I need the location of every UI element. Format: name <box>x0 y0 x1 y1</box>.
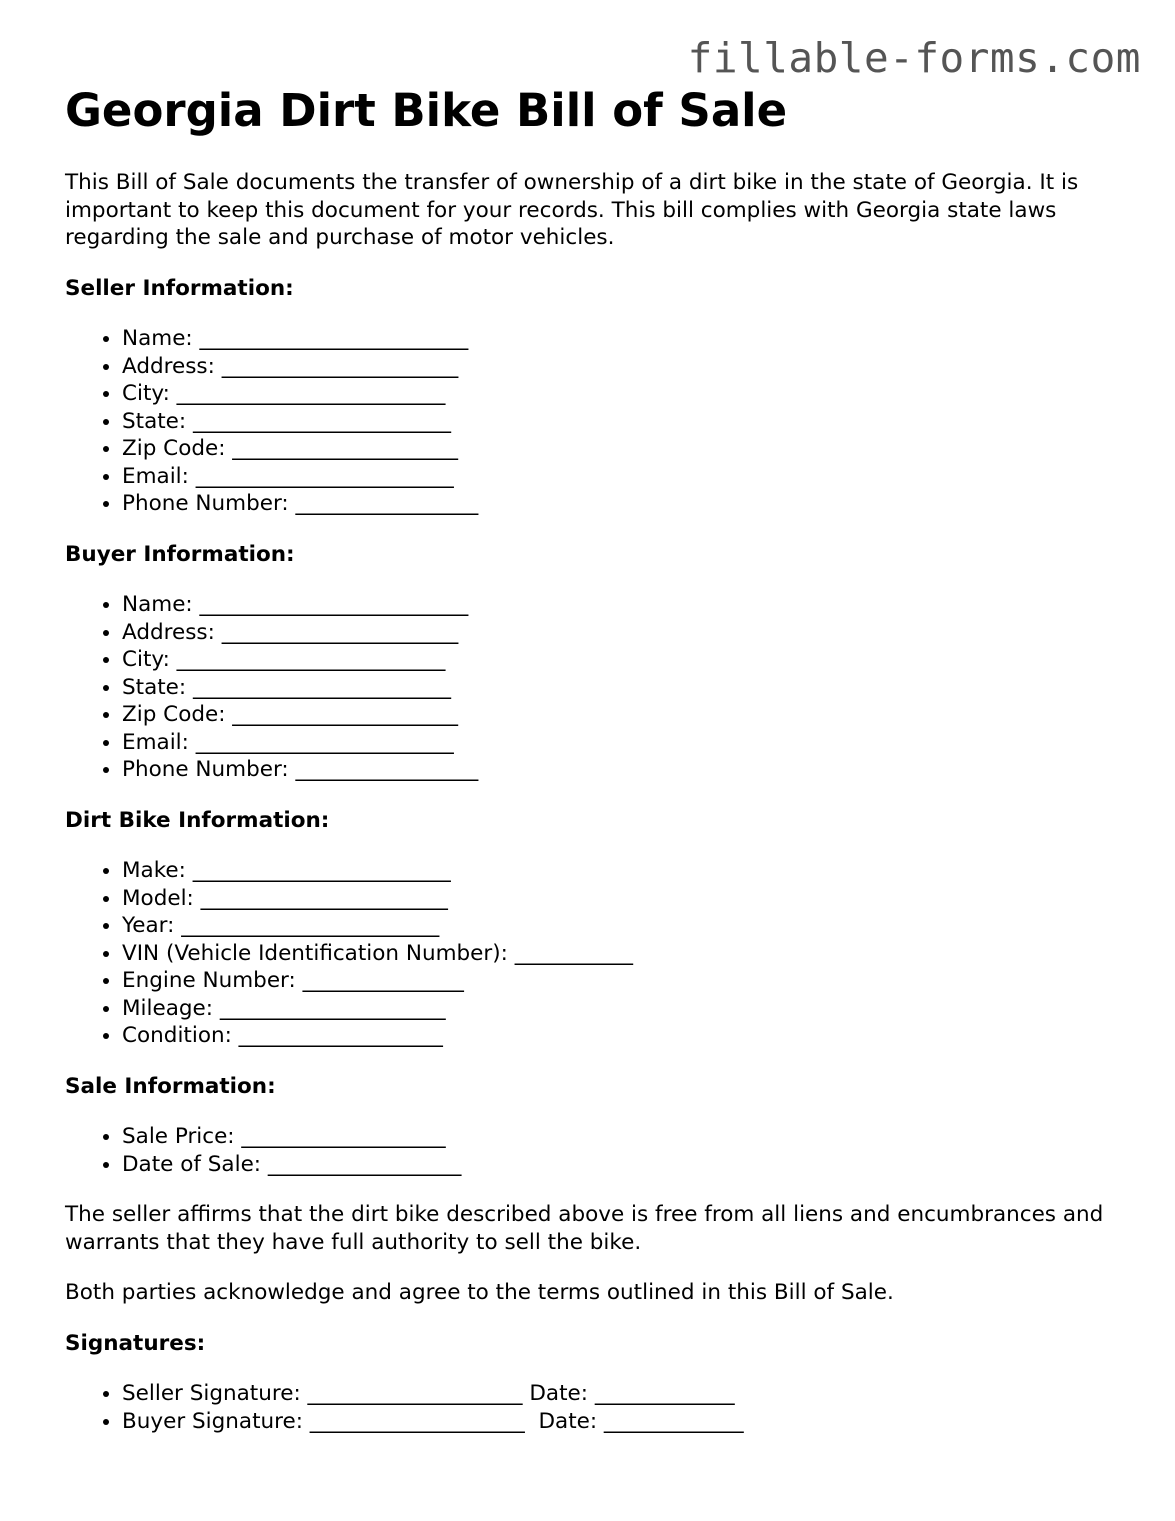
seller-zip-field[interactable]: • Zip Code: _____________________ <box>122 435 1140 463</box>
bike-model-field[interactable]: • Model: _______________________ <box>122 885 1140 913</box>
buyer-state-field[interactable]: • State: ________________________ <box>122 674 1140 702</box>
bike-fields-list <box>65 857 1140 1050</box>
intro-paragraph: This Bill of Sale documents the transfer of ownership of a dirt bike in the state of Georgia. It is important to keep this document for your records. This bill complies with Georgia state laws regarding the sale and purchase of motor vehicles. <box>65 170 1079 250</box>
seller-phone-field[interactable]: • Phone Number: _________________ <box>122 490 1140 518</box>
bike-section-heading: Dirt Bike Information: <box>65 807 330 833</box>
bike-vin-field[interactable]: • VIN (Vehicle Identification Number): ___________ <box>122 940 1140 968</box>
buyer-email-field[interactable]: • Email: ________________________ <box>122 729 1140 757</box>
buyer-city-field[interactable]: • City: _________________________ <box>122 646 1140 674</box>
buyer-phone-field[interactable]: • Phone Number: _________________ <box>122 756 1140 784</box>
buyer-name-field[interactable]: • Name: _________________________ <box>122 591 1140 619</box>
seller-address-field[interactable]: • Address: ______________________ <box>122 353 1140 381</box>
bike-make-field[interactable]: • Make: ________________________ <box>122 857 1140 885</box>
buyer-zip-field[interactable]: • Zip Code: _____________________ <box>122 701 1140 729</box>
bike-condition-field[interactable]: • Condition: ___________________ <box>122 1022 1140 1050</box>
seller-section-heading: Seller Information: <box>65 275 294 301</box>
acknowledgement-paragraph: Both parties acknowledge and agree to the terms outlined in this Bill of Sale. <box>65 1280 894 1305</box>
sale-section-heading: Sale Information: <box>65 1073 276 1099</box>
bike-year-field[interactable]: • Year: ________________________ <box>122 912 1140 940</box>
affirmation-paragraph: The seller affirms that the dirt bike described above is free from all liens and encumbrances and warrants that they have full authority to sell the bike. <box>65 1202 1104 1255</box>
bike-mileage-field[interactable]: • Mileage: _____________________ <box>122 995 1140 1023</box>
seller-city-field[interactable]: • City: _________________________ <box>122 380 1140 408</box>
buyer-address-field[interactable]: • Address: ______________________ <box>122 619 1140 647</box>
watermark: fillable-forms.com <box>687 34 1141 82</box>
sale-price-field[interactable]: • Sale Price: ___________________ <box>122 1123 1140 1151</box>
document-page <box>65 84 1140 1435</box>
seller-signature-field[interactable]: • Seller Signature: ____________________ Date: _____________ <box>122 1380 1140 1408</box>
seller-name-field[interactable]: • Name: _________________________ <box>122 325 1140 353</box>
buyer-fields-list <box>65 591 1140 784</box>
bike-engine-number-field[interactable]: • Engine Number: _______________ <box>122 967 1140 995</box>
buyer-signature-field[interactable]: • Buyer Signature: ____________________ Date: _____________ <box>122 1408 1140 1436</box>
sale-fields-list <box>65 1123 1140 1178</box>
document-title: Georgia Dirt Bike Bill of Sale <box>65 84 788 137</box>
seller-email-field[interactable]: • Email: ________________________ <box>122 463 1140 491</box>
buyer-section-heading: Buyer Information: <box>65 541 295 567</box>
signatures-section-heading: Signatures: <box>65 1330 206 1356</box>
signatures-fields-list <box>65 1380 1140 1435</box>
seller-state-field[interactable]: • State: ________________________ <box>122 408 1140 436</box>
seller-fields-list <box>65 325 1140 518</box>
sale-date-field[interactable]: • Date of Sale: __________________ <box>122 1151 1140 1179</box>
